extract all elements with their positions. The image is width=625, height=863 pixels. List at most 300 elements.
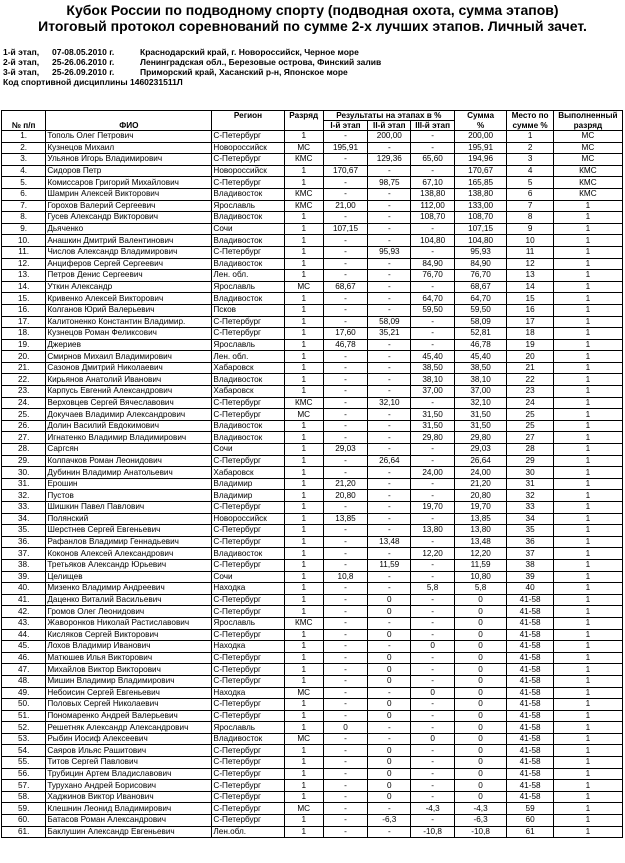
rank: 1 (284, 467, 323, 479)
rank: 1 (284, 165, 323, 177)
stage-2-result: 0 (368, 757, 411, 769)
row-number: 20. (2, 351, 46, 363)
athlete-name: Петров Денис Сергеевич (46, 270, 212, 282)
rank: КМС (284, 154, 323, 166)
athlete-name: Долин Василий Евдокимович (46, 420, 212, 432)
athlete-name: Громов Олег Леонидович (46, 606, 212, 618)
stage-1-result: - (323, 780, 367, 792)
table-row (2, 270, 623, 282)
region: С-Петербург (212, 675, 284, 687)
row-number: 61. (2, 826, 46, 838)
place: 18 (507, 328, 553, 340)
row-number: 15. (2, 293, 46, 305)
stage-1-result: - (323, 641, 367, 653)
table-row (2, 293, 623, 305)
athlete-name: Анциферов Сергей Сергеевич (46, 258, 212, 270)
sum-percent: 13,80 (454, 525, 507, 537)
sum-percent: 138,80 (454, 188, 507, 200)
athlete-name: Трубицин Артем Владиславович (46, 768, 212, 780)
table-row (2, 304, 623, 316)
sum-percent: 165,85 (454, 177, 507, 189)
row-number: 24. (2, 397, 46, 409)
achieved-rank: 1 (553, 293, 622, 305)
stage-1-result: 21,00 (323, 200, 367, 212)
stage-3-result: 38,10 (411, 374, 454, 386)
region: С-Петербург (212, 815, 284, 827)
stage-3-result: - (411, 780, 454, 792)
stage-3-result: - (411, 664, 454, 676)
rank: 1 (284, 386, 323, 398)
stage-3-result: 65,60 (411, 154, 454, 166)
achieved-rank: 1 (553, 258, 622, 270)
stage-3-result: - (411, 490, 454, 502)
rank: 1 (284, 641, 323, 653)
athlete-name: Половых Сергей Николаевич (46, 699, 212, 711)
sum-percent: 194,96 (454, 154, 507, 166)
sum-percent: 21,20 (454, 478, 507, 490)
region: Сочи (212, 571, 284, 583)
achieved-rank: МС (553, 131, 622, 143)
rank: 1 (284, 502, 323, 514)
row-number: 50. (2, 699, 46, 711)
stage-1-result: - (323, 420, 367, 432)
rank: 1 (284, 432, 323, 444)
rank: 1 (284, 675, 323, 687)
stage-1-result: - (323, 536, 367, 548)
stage-3-result: - (411, 142, 454, 154)
stage-2-result: 32,10 (368, 397, 411, 409)
table-row (2, 165, 623, 177)
stage-3-result: 31,50 (411, 409, 454, 421)
stage-1-result: - (323, 815, 367, 827)
place: 24 (507, 397, 553, 409)
region: С-Петербург (212, 629, 284, 641)
sum-percent: 10,80 (454, 571, 507, 583)
stage-2-result: - (368, 223, 411, 235)
achieved-rank: 1 (553, 559, 622, 571)
table-row (2, 757, 623, 769)
place: 41-58 (507, 664, 553, 676)
rank: 1 (284, 316, 323, 328)
row-number: 29. (2, 455, 46, 467)
region: Владимир (212, 478, 284, 490)
region: С-Петербург (212, 154, 284, 166)
sum-percent: 0 (454, 675, 507, 687)
region: С-Петербург (212, 131, 284, 143)
achieved-rank: 1 (553, 687, 622, 699)
table-row (2, 815, 623, 827)
table-row (2, 513, 623, 525)
sum-percent: 26,64 (454, 455, 507, 467)
rank: 1 (284, 374, 323, 386)
row-number: 2. (2, 142, 46, 154)
region: Новороссийск (212, 142, 284, 154)
stage-1-result: - (323, 154, 367, 166)
achieved-rank: 1 (553, 664, 622, 676)
athlete-name: Тополь Олег Петрович (46, 131, 212, 143)
athlete-name: Шерстнев Сергей Евгеньевич (46, 525, 212, 537)
row-number: 40. (2, 583, 46, 595)
rank: 1 (284, 455, 323, 467)
stage-1-result: 195,91 (323, 142, 367, 154)
rank: МС (284, 803, 323, 815)
achieved-rank: 1 (553, 826, 622, 838)
stage-3-result: 29,80 (411, 432, 454, 444)
row-number: 23. (2, 386, 46, 398)
achieved-rank: 1 (553, 328, 622, 340)
sum-percent: 29,80 (454, 432, 507, 444)
region: С-Петербург (212, 397, 284, 409)
table-header (2, 111, 623, 131)
stage-1-result: 68,67 (323, 281, 367, 293)
stage-3-result: 31,50 (411, 420, 454, 432)
table-row (2, 733, 623, 745)
rank: 1 (284, 444, 323, 456)
row-number: 14. (2, 281, 46, 293)
stage-1-result: - (323, 664, 367, 676)
stage-2-result: - (368, 478, 411, 490)
stage-3-result: -10,8 (411, 826, 454, 838)
sum-percent: 37,00 (454, 386, 507, 398)
athlete-name: Клешнин Леонид Владимирович (46, 803, 212, 815)
sum-percent: -10,8 (454, 826, 507, 838)
stage-1-result: 107,15 (323, 223, 367, 235)
sum-percent: 84,90 (454, 258, 507, 270)
stage-1-result: - (323, 246, 367, 258)
athlete-name: Шишкин Павел Павлович (46, 502, 212, 514)
stage-1-result: - (323, 502, 367, 514)
stage-1-result: 13,85 (323, 513, 367, 525)
stage-1-result: - (323, 270, 367, 282)
stage-1-result: - (323, 409, 367, 421)
athlete-name: Баклушин Александр Евгеньевич (46, 826, 212, 838)
stage-2-result: - (368, 490, 411, 502)
rank: 1 (284, 606, 323, 618)
athlete-name: Рыбин Иосиф Алексеевич (46, 733, 212, 745)
table-row (2, 594, 623, 606)
achieved-rank: 1 (553, 757, 622, 769)
achieved-rank: 1 (553, 223, 622, 235)
stage-1-result: - (323, 304, 367, 316)
stage-2-result: 58,09 (368, 316, 411, 328)
stage-1-result: - (323, 212, 367, 224)
stage-1-result: - (323, 559, 367, 571)
region: С-Петербург (212, 664, 284, 676)
athlete-name: Кривенко Алексей Викторович (46, 293, 212, 305)
row-number: 26. (2, 420, 46, 432)
athlete-name: Саяров Ильяс Рашитович (46, 745, 212, 757)
stage-3-result: - (411, 745, 454, 757)
sum-percent: 0 (454, 641, 507, 653)
achieved-rank: КМС (553, 188, 622, 200)
stage-1-result: - (323, 757, 367, 769)
region: Владивосток (212, 293, 284, 305)
rank: КМС (284, 200, 323, 212)
table-row (2, 351, 623, 363)
table-row (2, 246, 623, 258)
header-rank: Разряд (284, 111, 323, 121)
achieved-rank: 1 (553, 235, 622, 247)
rank: 1 (284, 815, 323, 827)
row-number: 56. (2, 768, 46, 780)
row-number: 46. (2, 652, 46, 664)
athlete-name: Числов Александр Владимирович (46, 246, 212, 258)
athlete-name: Третьяков Александр Юрьевич (46, 559, 212, 571)
region: С-Петербург (212, 559, 284, 571)
place: 41-58 (507, 675, 553, 687)
stage-3-result: - (411, 339, 454, 351)
region: Ярославль (212, 617, 284, 629)
stage-2-result: - (368, 502, 411, 514)
table-row (2, 142, 623, 154)
place: 12 (507, 258, 553, 270)
header-place: Место по (507, 111, 553, 121)
stage-2-result: 0 (368, 594, 411, 606)
table-row (2, 444, 623, 456)
stage-place: Ленинградская обл., Березовые острова, Финский залив (140, 57, 382, 67)
achieved-rank: 1 (553, 815, 622, 827)
rank: 1 (284, 710, 323, 722)
region: С-Петербург (212, 536, 284, 548)
table-row (2, 432, 623, 444)
sum-percent: 0 (454, 652, 507, 664)
stage-3-result: - (411, 629, 454, 641)
rank: 1 (284, 525, 323, 537)
stage-1-result: - (323, 768, 367, 780)
sum-percent: 95,93 (454, 246, 507, 258)
header-achieved-2: разряд (553, 121, 622, 131)
stage-date: 07-08.05.2010 г. (52, 47, 115, 57)
table-row (2, 258, 623, 270)
region: С-Петербург (212, 780, 284, 792)
region: Ярославль (212, 200, 284, 212)
rank: 1 (284, 351, 323, 363)
sum-percent: 38,50 (454, 362, 507, 374)
stage-2-result: - (368, 826, 411, 838)
region: С-Петербург (212, 768, 284, 780)
athlete-name: Мишин Владимир Владимирович (46, 675, 212, 687)
athlete-name: Колганов Юрий Валерьевич (46, 304, 212, 316)
stage-3-result: - (411, 571, 454, 583)
place: 41-58 (507, 617, 553, 629)
sum-percent: 13,85 (454, 513, 507, 525)
place: 41-58 (507, 699, 553, 711)
region: С-Петербург (212, 745, 284, 757)
rank: 1 (284, 293, 323, 305)
table-row (2, 559, 623, 571)
stage-3-result: - (411, 536, 454, 548)
achieved-rank: 1 (553, 548, 622, 560)
rank: 1 (284, 420, 323, 432)
row-number: 60. (2, 815, 46, 827)
rank: 1 (284, 791, 323, 803)
rank: 1 (284, 212, 323, 224)
place: 31 (507, 478, 553, 490)
region: Лен. обл. (212, 351, 284, 363)
region: Владивосток (212, 548, 284, 560)
stage-2-result: - (368, 803, 411, 815)
rank: 1 (284, 780, 323, 792)
rank: 1 (284, 629, 323, 641)
rank: КМС (284, 188, 323, 200)
header-name-cell (46, 111, 212, 121)
region: С-Петербург (212, 502, 284, 514)
stage-2-result: - (368, 420, 411, 432)
rank: МС (284, 733, 323, 745)
stage-2-row (3, 57, 625, 67)
stage-2-result: 95,93 (368, 246, 411, 258)
region: Владивосток (212, 420, 284, 432)
table-row (2, 200, 623, 212)
athlete-name: Ульянов Игорь Владимирович (46, 154, 212, 166)
row-number: 17. (2, 316, 46, 328)
region: С-Петербург (212, 316, 284, 328)
stage-1-result: - (323, 374, 367, 386)
stage-3-result: 24,00 (411, 467, 454, 479)
stage-2-result: - (368, 432, 411, 444)
rank: 1 (284, 548, 323, 560)
header-row-1 (2, 111, 623, 121)
place: 41-58 (507, 780, 553, 792)
row-number: 41. (2, 594, 46, 606)
row-number: 6. (2, 188, 46, 200)
sum-percent: 31,50 (454, 420, 507, 432)
stage-2-result: - (368, 571, 411, 583)
header-sum-unit: % (454, 121, 507, 131)
sum-percent: 5,8 (454, 583, 507, 595)
rank: 1 (284, 328, 323, 340)
stage-3-result: - (411, 559, 454, 571)
results-table (1, 110, 623, 838)
sum-percent: 0 (454, 757, 507, 769)
region: С-Петербург (212, 525, 284, 537)
stage-2-result: - (368, 722, 411, 734)
header-name: ФИО (46, 121, 212, 131)
sum-percent: 170,67 (454, 165, 507, 177)
place: 8 (507, 212, 553, 224)
stage-1-row (3, 47, 625, 57)
row-number: 59. (2, 803, 46, 815)
place: 41-58 (507, 687, 553, 699)
stage-1-result: - (323, 293, 367, 305)
stage-2-result: - (368, 513, 411, 525)
stage-2-result: 0 (368, 652, 411, 664)
stage-2-result: - (368, 165, 411, 177)
table-row (2, 629, 623, 641)
header-sum: Сумма (454, 111, 507, 121)
stage-1-result: 0 (323, 722, 367, 734)
place: 41-58 (507, 606, 553, 618)
stage-2-result: 129,36 (368, 154, 411, 166)
stage-1-result: - (323, 699, 367, 711)
athlete-name: Турухано Андрей Борисович (46, 780, 212, 792)
athlete-name: Рафанлов Владимир Геннадьевич (46, 536, 212, 548)
place: 25 (507, 420, 553, 432)
rank: МС (284, 687, 323, 699)
row-number: 57. (2, 780, 46, 792)
sum-percent: 0 (454, 617, 507, 629)
stage-3-result: - (411, 455, 454, 467)
achieved-rank: 1 (553, 652, 622, 664)
achieved-rank: 1 (553, 246, 622, 258)
document-title: Кубок России по подводному спорту (подводная охота, сумма этапов) (66, 2, 559, 18)
stage-2-result: 0 (368, 664, 411, 676)
athlete-name: Мизенко Владимир Андреевич (46, 583, 212, 595)
place: 37 (507, 548, 553, 560)
region: Новороссийск (212, 513, 284, 525)
stage-2-result: - (368, 386, 411, 398)
athlete-name: Колпачков Роман Леонидович (46, 455, 212, 467)
place: 38 (507, 559, 553, 571)
rank: 1 (284, 699, 323, 711)
region: Псков (212, 304, 284, 316)
rank: МС (284, 409, 323, 421)
table-row (2, 223, 623, 235)
place: 41-58 (507, 791, 553, 803)
stage-2-result: 0 (368, 606, 411, 618)
stage-1-result: - (323, 525, 367, 537)
table-body (2, 131, 623, 838)
achieved-rank: 1 (553, 629, 622, 641)
header-results: Результаты на этапах в % (323, 111, 454, 121)
achieved-rank: 1 (553, 374, 622, 386)
stage-1-result: - (323, 432, 367, 444)
table-row (2, 490, 623, 502)
achieved-rank: КМС (553, 165, 622, 177)
sum-percent: 0 (454, 768, 507, 780)
table-row (2, 386, 623, 398)
stage-3-result: 5,8 (411, 583, 454, 595)
place: 1 (507, 131, 553, 143)
sum-percent: 45,40 (454, 351, 507, 363)
row-number: 35. (2, 525, 46, 537)
stage-3-result: - (411, 815, 454, 827)
region: С-Петербург (212, 328, 284, 340)
athlete-name: Матюшев Илья Викторович (46, 652, 212, 664)
region: Сочи (212, 223, 284, 235)
table-row (2, 525, 623, 537)
row-number: 53. (2, 733, 46, 745)
athlete-name: Саргсян (46, 444, 212, 456)
sum-percent: 64,70 (454, 293, 507, 305)
table-row (2, 502, 623, 514)
stage-2-result: - (368, 687, 411, 699)
table-row (2, 420, 623, 432)
row-number: 7. (2, 200, 46, 212)
place: 41-58 (507, 594, 553, 606)
stage-2-result: - (368, 583, 411, 595)
rank: 1 (284, 362, 323, 374)
athlete-name: Коконов Алексей Александрович (46, 548, 212, 560)
sum-percent: 104,80 (454, 235, 507, 247)
table-row (2, 687, 623, 699)
stage-2-result: - (368, 374, 411, 386)
stage-3-result: 19,70 (411, 502, 454, 514)
stage-3-result: - (411, 757, 454, 769)
stage-2-result: - (368, 467, 411, 479)
header-num: № п/п (2, 121, 46, 131)
athlete-name: Горохов Валерий Сергеевич (46, 200, 212, 212)
place: 41-58 (507, 745, 553, 757)
table-row (2, 362, 623, 374)
row-number: 36. (2, 536, 46, 548)
stages-info (0, 47, 625, 87)
table-row (2, 212, 623, 224)
table-row (2, 455, 623, 467)
rank: МС (284, 142, 323, 154)
rank: 1 (284, 223, 323, 235)
achieved-rank: 1 (553, 768, 622, 780)
